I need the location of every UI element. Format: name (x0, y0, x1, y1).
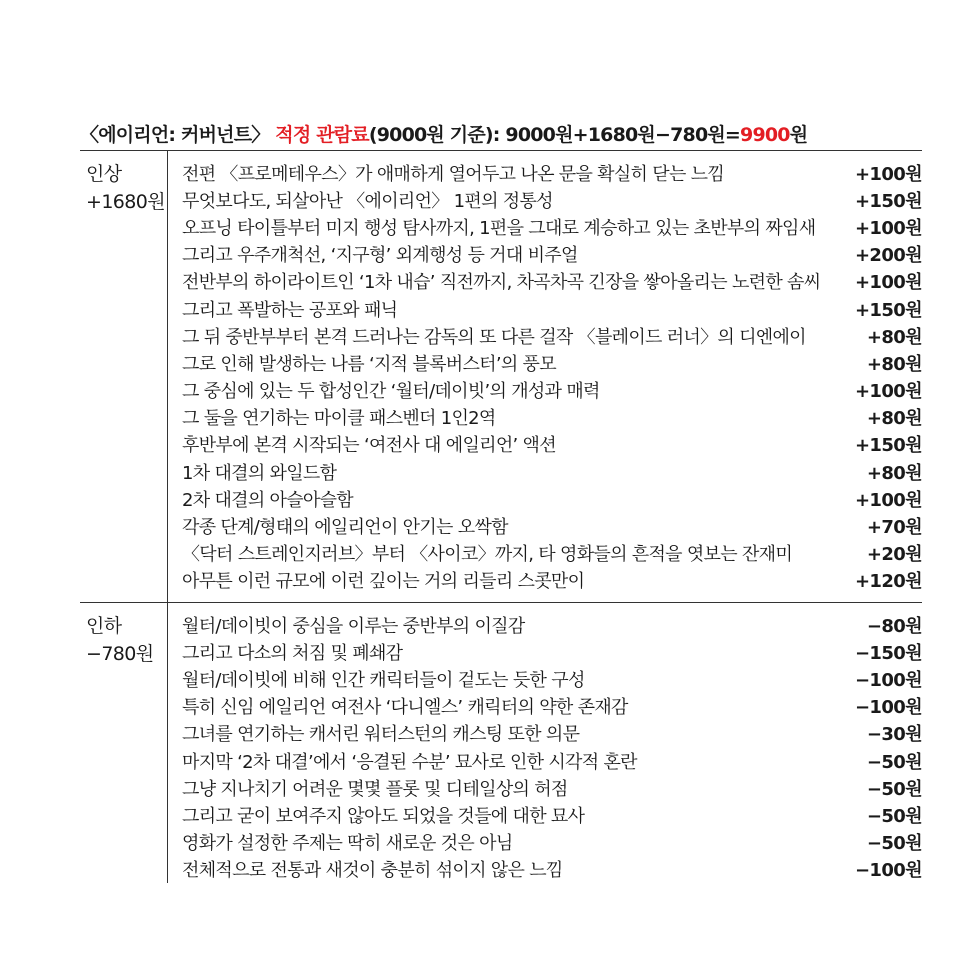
row-description: 그리고 우주개척선, ‘지구형’ 외계행성 등 거대 비주얼 (182, 245, 578, 267)
table-row (182, 856, 922, 883)
table-row (182, 611, 922, 638)
table-row (182, 349, 922, 376)
table-row (182, 241, 922, 268)
table-row (182, 404, 922, 431)
title-highlight: 적정 관람료 (275, 124, 369, 146)
row-description: 2차 대결의 아슬아슬함 (182, 489, 353, 511)
table-row (182, 512, 922, 539)
row-amount: −30원 (866, 724, 922, 746)
top-rule (80, 150, 922, 151)
increase-label (86, 160, 165, 216)
row-amount: +100원 (854, 272, 922, 294)
row-amount: −100원 (854, 697, 922, 719)
row-description: 영화가 설정한 주제는 딱히 새로운 것은 아님 (182, 833, 513, 855)
row-description: 월터/데이빗에 비해 인간 캐릭터들이 겉도는 듯한 구성 (182, 669, 585, 691)
row-amount: −50원 (866, 805, 922, 827)
row-amount: −50원 (866, 833, 922, 855)
decrease-label-total: −780원 (86, 643, 154, 665)
table-row (182, 159, 922, 186)
row-amount: −80원 (866, 615, 922, 637)
table-row (182, 567, 922, 594)
row-amount: +150원 (854, 299, 922, 321)
title-suffix: 원 (789, 124, 808, 146)
row-description: 그로 인해 발생하는 나름 ‘지적 블록버스터’의 풍모 (182, 353, 556, 375)
table-row (182, 458, 922, 485)
row-description: 무엇보다도, 되살아난 〈에이리언〉 1편의 정통성 (182, 190, 553, 212)
row-amount: −100원 (854, 860, 922, 882)
row-amount: +100원 (854, 217, 922, 239)
table-row (182, 720, 922, 747)
row-description: 오프닝 타이틀부터 미지 행성 탐사까지, 1편을 그대로 계승하고 있는 초반부의 짜임새 (182, 217, 816, 239)
table-row (182, 322, 922, 349)
row-description: 그리고 다소의 처짐 및 폐쇄감 (182, 642, 403, 664)
table-row (182, 747, 922, 774)
row-amount: +80원 (866, 353, 922, 375)
table-row (182, 485, 922, 512)
table-row (182, 213, 922, 240)
row-amount: +80원 (866, 408, 922, 430)
decrease-label-title: 인하 (86, 615, 122, 637)
row-description: 아무튼 이런 규모에 이런 깊이는 거의 리들리 스콧만이 (182, 571, 585, 593)
column-divider-decrease (167, 603, 168, 883)
table-row (182, 540, 922, 567)
row-description: 마지막 ‘2차 대결’에서 ‘응결된 수분’ 묘사로 인한 시각적 혼란 (182, 751, 637, 773)
row-amount: −100원 (854, 669, 922, 691)
decrease-label (86, 612, 154, 668)
column-divider-increase (167, 151, 168, 602)
row-amount: +100원 (854, 163, 922, 185)
row-amount: +200원 (854, 245, 922, 267)
table-title (80, 120, 807, 147)
middle-rule (80, 602, 922, 603)
table-row (182, 665, 922, 692)
row-amount: −150원 (854, 642, 922, 664)
table-row (182, 295, 922, 322)
row-description: 특히 신임 에일리언 여전사 ‘다니엘스’ 캐릭터의 약한 존재감 (182, 697, 628, 719)
table-row (182, 774, 922, 801)
table-row (182, 377, 922, 404)
row-amount: +100원 (854, 381, 922, 403)
row-description: 〈닥터 스트레인지러브〉부터 〈사이코〉까지, 타 영화들의 흔적을 엿보는 잔재미 (182, 544, 793, 566)
increase-label-title: 인상 (86, 163, 122, 185)
row-description: 그냥 지나치기 어려운 몇몇 플롯 및 디테일상의 허점 (182, 778, 568, 800)
title-main: 〈에이리언: 커버넌트〉 (80, 124, 276, 146)
row-description: 그 중심에 있는 두 합성인간 ‘월터/데이빗’의 개성과 매력 (182, 381, 600, 403)
row-description: 1차 대결의 와일드함 (182, 462, 337, 484)
row-description: 그녀를 연기하는 캐서린 워터스턴의 캐스팅 또한 의문 (182, 724, 580, 746)
table-row (182, 186, 922, 213)
row-amount: −50원 (866, 778, 922, 800)
row-description: 그리고 굳이 보여주지 않아도 되었을 것들에 대한 묘사 (182, 805, 585, 827)
row-description: 후반부에 본격 시작되는 ‘여전사 대 에일리언’ 액션 (182, 435, 556, 457)
table-row (182, 693, 922, 720)
row-description: 전편 〈프로메테우스〉가 애매하게 열어두고 나온 문을 확실히 닫는 느낌 (182, 163, 725, 185)
row-description: 그리고 폭발하는 공포와 패닉 (182, 299, 398, 321)
title-total: 9900 (740, 124, 790, 146)
row-amount: +150원 (854, 190, 922, 212)
row-description: 각종 단계/형태의 에일리언이 안기는 오싹함 (182, 517, 508, 539)
table-row (182, 829, 922, 856)
table-row (182, 801, 922, 828)
increase-rows (182, 159, 922, 594)
increase-label-total: +1680원 (86, 191, 166, 213)
row-description: 그 둘을 연기하는 마이클 패스벤더 1인2역 (182, 408, 496, 430)
row-amount: −50원 (866, 751, 922, 773)
row-description: 월터/데이빗이 중심을 이루는 중반부의 이질감 (182, 615, 525, 637)
row-amount: +100원 (854, 489, 922, 511)
row-amount: +20원 (866, 544, 922, 566)
table-row (182, 268, 922, 295)
row-description: 전체적으로 전통과 새것이 충분히 섞이지 않은 느낌 (182, 860, 563, 882)
decrease-rows (182, 611, 922, 883)
row-amount: +150원 (854, 435, 922, 457)
row-amount: +70원 (866, 517, 922, 539)
table-row (182, 431, 922, 458)
row-amount: +80원 (866, 326, 922, 348)
row-description: 전반부의 하이라이트인 ‘1차 내습’ 직전까지, 차곡차곡 긴장을 쌓아올리는 노련한 솜씨 (182, 272, 821, 294)
title-formula: (9000원 기준): 9000원+1680원−780원= (368, 124, 741, 146)
row-amount: +120원 (854, 571, 922, 593)
row-description: 그 뒤 중반부부터 본격 드러나는 감독의 또 다른 걸작 〈블레이드 러너〉의 디엔에이 (182, 326, 806, 348)
row-amount: +80원 (866, 462, 922, 484)
table-row (182, 638, 922, 665)
